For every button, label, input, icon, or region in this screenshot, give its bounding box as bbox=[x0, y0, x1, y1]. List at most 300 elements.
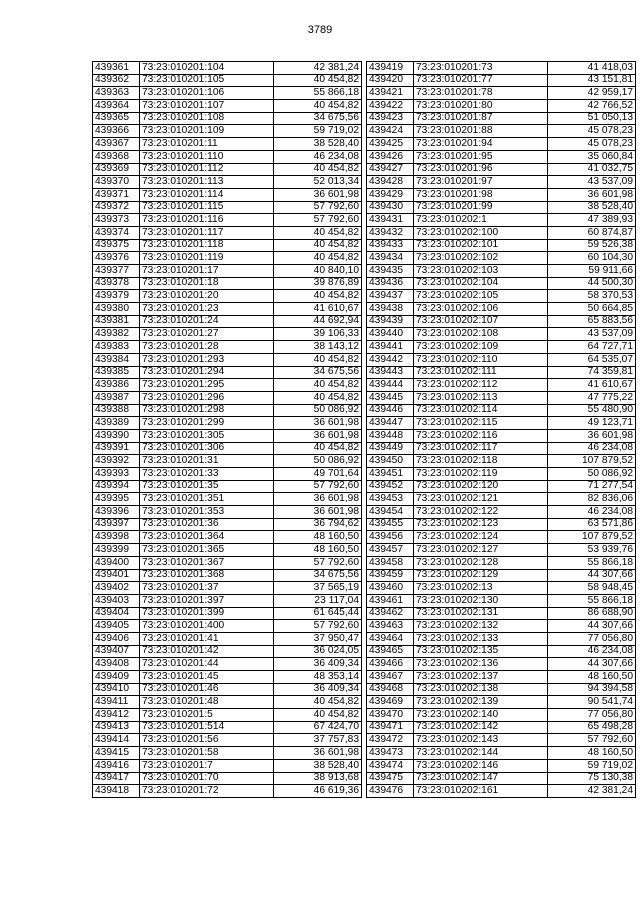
cadastral-number-cell: 73:23:010201:296 bbox=[140, 391, 274, 404]
row-id-cell: 439402 bbox=[93, 582, 140, 595]
table-row bbox=[367, 366, 636, 379]
table-row bbox=[93, 163, 362, 176]
table-row bbox=[367, 556, 636, 569]
value-cell: 42 381,24 bbox=[548, 785, 636, 798]
row-id-cell: 439383 bbox=[93, 341, 140, 354]
cadastral-number-cell: 73:23:010201:87 bbox=[414, 112, 548, 125]
cadastral-number-cell: 73:23:010202:100 bbox=[414, 226, 548, 239]
value-cell: 46 234,08 bbox=[548, 442, 636, 455]
value-cell: 67 424,70 bbox=[274, 721, 362, 734]
cadastral-number-cell: 73:23:010201:37 bbox=[140, 582, 274, 595]
table-row bbox=[367, 112, 636, 125]
value-cell: 50 086,92 bbox=[274, 404, 362, 417]
value-cell: 38 913,68 bbox=[274, 772, 362, 785]
value-cell: 37 950,47 bbox=[274, 632, 362, 645]
row-id-cell: 439394 bbox=[93, 480, 140, 493]
cadastral-number-cell: 73:23:010201:99 bbox=[414, 201, 548, 214]
table-row bbox=[93, 607, 362, 620]
cadastral-number-cell: 73:23:010202:115 bbox=[414, 417, 548, 430]
table-row bbox=[367, 379, 636, 392]
row-id-cell: 439375 bbox=[93, 239, 140, 252]
value-cell: 36 601,98 bbox=[548, 188, 636, 201]
row-id-cell: 439380 bbox=[93, 303, 140, 316]
value-cell: 40 454,82 bbox=[274, 379, 362, 392]
table-row bbox=[367, 265, 636, 278]
row-id-cell: 439448 bbox=[367, 429, 414, 442]
cadastral-number-cell: 73:23:010202:118 bbox=[414, 455, 548, 468]
value-cell: 38 528,40 bbox=[274, 138, 362, 151]
row-id-cell: 439437 bbox=[367, 290, 414, 303]
value-cell: 44 307,66 bbox=[548, 569, 636, 582]
row-id-cell: 439436 bbox=[367, 277, 414, 290]
row-id-cell: 439449 bbox=[367, 442, 414, 455]
value-cell: 49 701,64 bbox=[274, 468, 362, 481]
value-cell: 38 528,40 bbox=[274, 759, 362, 772]
table-row bbox=[93, 290, 362, 303]
value-cell: 57 792,60 bbox=[274, 201, 362, 214]
cadastral-number-cell: 73:23:010201:353 bbox=[140, 506, 274, 519]
table-row bbox=[93, 683, 362, 696]
table-row bbox=[367, 176, 636, 189]
cadastral-number-cell: 73:23:010202:119 bbox=[414, 468, 548, 481]
value-cell: 34 675,56 bbox=[274, 569, 362, 582]
value-cell: 86 688,90 bbox=[548, 607, 636, 620]
value-cell: 36 601,98 bbox=[274, 493, 362, 506]
row-id-cell: 439457 bbox=[367, 544, 414, 557]
table-row bbox=[93, 74, 362, 87]
cadastral-number-cell: 73:23:010202:140 bbox=[414, 709, 548, 722]
cadastral-number-cell: 73:23:010201:299 bbox=[140, 417, 274, 430]
row-id-cell: 439433 bbox=[367, 239, 414, 252]
table-row bbox=[93, 366, 362, 379]
cadastral-number-cell: 73:23:010201:110 bbox=[140, 150, 274, 163]
row-id-cell: 439390 bbox=[93, 429, 140, 442]
table-row bbox=[93, 671, 362, 684]
cadastral-number-cell: 73:23:010201:115 bbox=[140, 201, 274, 214]
row-id-cell: 439409 bbox=[93, 671, 140, 684]
row-id-cell: 439462 bbox=[367, 607, 414, 620]
cadastral-number-cell: 73:23:010202:101 bbox=[414, 239, 548, 252]
value-cell: 40 454,82 bbox=[274, 442, 362, 455]
cadastral-number-cell: 73:23:010201:109 bbox=[140, 125, 274, 138]
cadastral-number-cell: 73:23:010201:42 bbox=[140, 645, 274, 658]
table-row bbox=[367, 239, 636, 252]
row-id-cell: 439392 bbox=[93, 455, 140, 468]
table-row bbox=[367, 632, 636, 645]
value-cell: 41 032,75 bbox=[548, 163, 636, 176]
table-row bbox=[93, 468, 362, 481]
cadastral-number-cell: 73:23:010201:88 bbox=[414, 125, 548, 138]
cadastral-number-cell: 73:23:010201:107 bbox=[140, 100, 274, 113]
cadastral-number-cell: 73:23:010201:364 bbox=[140, 531, 274, 544]
table-row bbox=[93, 328, 362, 341]
cadastral-number-cell: 73:23:010202:129 bbox=[414, 569, 548, 582]
row-id-cell: 439471 bbox=[367, 721, 414, 734]
table-row bbox=[367, 341, 636, 354]
table-row bbox=[367, 74, 636, 87]
value-cell: 55 866,18 bbox=[548, 556, 636, 569]
value-cell: 50 664,85 bbox=[548, 303, 636, 316]
row-id-cell: 439456 bbox=[367, 531, 414, 544]
row-id-cell: 439417 bbox=[93, 772, 140, 785]
value-cell: 36 409,34 bbox=[274, 658, 362, 671]
cadastral-number-cell: 73:23:010201:45 bbox=[140, 671, 274, 684]
value-cell: 41 610,67 bbox=[548, 379, 636, 392]
value-cell: 82 836,06 bbox=[548, 493, 636, 506]
cadastral-number-cell: 73:23:010201:17 bbox=[140, 265, 274, 278]
row-id-cell: 439420 bbox=[367, 74, 414, 87]
table-row bbox=[93, 277, 362, 290]
value-cell: 107 879,52 bbox=[548, 531, 636, 544]
value-cell: 36 601,98 bbox=[274, 506, 362, 519]
row-id-cell: 439425 bbox=[367, 138, 414, 151]
value-cell: 59 911,66 bbox=[548, 265, 636, 278]
row-id-cell: 439473 bbox=[367, 747, 414, 760]
row-id-cell: 439468 bbox=[367, 683, 414, 696]
table-row bbox=[93, 620, 362, 633]
cadastral-number-cell: 73:23:010202:111 bbox=[414, 366, 548, 379]
table-row bbox=[93, 455, 362, 468]
table-row bbox=[367, 303, 636, 316]
value-cell: 74 359,81 bbox=[548, 366, 636, 379]
value-cell: 60 104,30 bbox=[548, 252, 636, 265]
cadastral-number-cell: 73:23:010201:114 bbox=[140, 188, 274, 201]
table-row bbox=[367, 252, 636, 265]
table-row bbox=[93, 353, 362, 366]
cadastral-number-cell: 73:23:010201:113 bbox=[140, 176, 274, 189]
cadastral-number-cell: 73:23:010202:144 bbox=[414, 747, 548, 760]
table-row bbox=[93, 759, 362, 772]
row-id-cell: 439440 bbox=[367, 328, 414, 341]
table-row bbox=[367, 404, 636, 417]
value-cell: 39 106,33 bbox=[274, 328, 362, 341]
cadastral-number-cell: 73:23:010202:147 bbox=[414, 772, 548, 785]
row-id-cell: 439370 bbox=[93, 176, 140, 189]
row-id-cell: 439365 bbox=[93, 112, 140, 125]
row-id-cell: 439414 bbox=[93, 734, 140, 747]
cadastral-number-cell: 73:23:010201:293 bbox=[140, 353, 274, 366]
value-cell: 50 086,92 bbox=[274, 455, 362, 468]
table-row bbox=[367, 226, 636, 239]
row-id-cell: 439470 bbox=[367, 709, 414, 722]
cadastral-number-cell: 73:23:010201:397 bbox=[140, 594, 274, 607]
cadastral-number-cell: 73:23:010201:48 bbox=[140, 696, 274, 709]
value-cell: 42 959,17 bbox=[548, 87, 636, 100]
row-id-cell: 439464 bbox=[367, 632, 414, 645]
value-cell: 44 500,30 bbox=[548, 277, 636, 290]
table-row bbox=[93, 100, 362, 113]
row-id-cell: 439438 bbox=[367, 303, 414, 316]
cadastral-number-cell: 73:23:010202:161 bbox=[414, 785, 548, 798]
row-id-cell: 439474 bbox=[367, 759, 414, 772]
row-id-cell: 439453 bbox=[367, 493, 414, 506]
cadastral-number-cell: 73:23:010201:5 bbox=[140, 709, 274, 722]
value-cell: 36 601,98 bbox=[548, 429, 636, 442]
table-row bbox=[367, 747, 636, 760]
table-row bbox=[367, 759, 636, 772]
cadastral-number-cell: 73:23:010201:367 bbox=[140, 556, 274, 569]
cadastral-number-cell: 73:23:010201:72 bbox=[140, 785, 274, 798]
table-row bbox=[367, 417, 636, 430]
table-row bbox=[367, 353, 636, 366]
cadastral-number-cell: 73:23:010202:136 bbox=[414, 658, 548, 671]
value-cell: 47 775,22 bbox=[548, 391, 636, 404]
table-row bbox=[93, 632, 362, 645]
table-row bbox=[93, 226, 362, 239]
cadastral-number-cell: 73:23:010202:139 bbox=[414, 696, 548, 709]
value-cell: 94 394,58 bbox=[548, 683, 636, 696]
row-id-cell: 439415 bbox=[93, 747, 140, 760]
table-row bbox=[93, 556, 362, 569]
value-cell: 57 792,60 bbox=[274, 620, 362, 633]
table-row bbox=[93, 404, 362, 417]
table-row bbox=[367, 645, 636, 658]
row-id-cell: 439379 bbox=[93, 290, 140, 303]
cadastral-number-cell: 73:23:010201:116 bbox=[140, 214, 274, 227]
table-row bbox=[93, 493, 362, 506]
row-id-cell: 439435 bbox=[367, 265, 414, 278]
value-cell: 64 727,71 bbox=[548, 341, 636, 354]
row-id-cell: 439447 bbox=[367, 417, 414, 430]
value-cell: 46 619,36 bbox=[274, 785, 362, 798]
value-cell: 107 879,52 bbox=[548, 455, 636, 468]
row-id-cell: 439475 bbox=[367, 772, 414, 785]
row-id-cell: 439422 bbox=[367, 100, 414, 113]
cadastral-number-cell: 73:23:010201:108 bbox=[140, 112, 274, 125]
table-row bbox=[93, 315, 362, 328]
row-id-cell: 439413 bbox=[93, 721, 140, 734]
row-id-cell: 439465 bbox=[367, 645, 414, 658]
value-cell: 65 498,28 bbox=[548, 721, 636, 734]
value-cell: 39 876,89 bbox=[274, 277, 362, 290]
cadastral-number-cell: 73:23:010202:143 bbox=[414, 734, 548, 747]
cadastral-number-cell: 73:23:010201:46 bbox=[140, 683, 274, 696]
row-id-cell: 439458 bbox=[367, 556, 414, 569]
row-id-cell: 439427 bbox=[367, 163, 414, 176]
cadastral-number-cell: 73:23:010202:137 bbox=[414, 671, 548, 684]
cadastral-number-cell: 73:23:010201:104 bbox=[140, 62, 274, 75]
value-cell: 48 353,14 bbox=[274, 671, 362, 684]
table-row bbox=[367, 582, 636, 595]
cadastral-number-cell: 73:23:010202:123 bbox=[414, 518, 548, 531]
table-row bbox=[367, 442, 636, 455]
cadastral-number-cell: 73:23:010202:122 bbox=[414, 506, 548, 519]
cadastral-number-cell: 73:23:010201:305 bbox=[140, 429, 274, 442]
row-id-cell: 439467 bbox=[367, 671, 414, 684]
table-row bbox=[367, 391, 636, 404]
table-row bbox=[367, 683, 636, 696]
table-row bbox=[93, 138, 362, 151]
table-row bbox=[367, 734, 636, 747]
table-row bbox=[93, 429, 362, 442]
table-row bbox=[93, 341, 362, 354]
row-id-cell: 439469 bbox=[367, 696, 414, 709]
value-cell: 42 766,52 bbox=[548, 100, 636, 113]
value-cell: 43 151,81 bbox=[548, 74, 636, 87]
table-row bbox=[367, 87, 636, 100]
table-row bbox=[93, 747, 362, 760]
cadastral-number-cell: 73:23:010201:119 bbox=[140, 252, 274, 265]
table-row bbox=[93, 150, 362, 163]
cadastral-number-cell: 73:23:010201:295 bbox=[140, 379, 274, 392]
row-id-cell: 439451 bbox=[367, 468, 414, 481]
value-cell: 75 130,38 bbox=[548, 772, 636, 785]
value-cell: 36 601,98 bbox=[274, 429, 362, 442]
row-id-cell: 439466 bbox=[367, 658, 414, 671]
value-cell: 59 719,02 bbox=[274, 125, 362, 138]
cadastral-number-cell: 73:23:010201:24 bbox=[140, 315, 274, 328]
row-id-cell: 439399 bbox=[93, 544, 140, 557]
table-row bbox=[367, 785, 636, 798]
row-id-cell: 439405 bbox=[93, 620, 140, 633]
value-cell: 63 571,86 bbox=[548, 518, 636, 531]
table-row bbox=[93, 201, 362, 214]
value-cell: 40 454,82 bbox=[274, 696, 362, 709]
value-cell: 38 143,12 bbox=[274, 341, 362, 354]
table-row bbox=[93, 785, 362, 798]
table-row bbox=[367, 468, 636, 481]
left-table-body bbox=[93, 62, 362, 798]
row-id-cell: 439372 bbox=[93, 201, 140, 214]
row-id-cell: 439395 bbox=[93, 493, 140, 506]
cadastral-number-cell: 73:23:010202:104 bbox=[414, 277, 548, 290]
cadastral-number-cell: 73:23:010201:36 bbox=[140, 518, 274, 531]
value-cell: 40 454,82 bbox=[274, 239, 362, 252]
cadastral-number-cell: 73:23:010202:146 bbox=[414, 759, 548, 772]
cadastral-number-cell: 73:23:010202:114 bbox=[414, 404, 548, 417]
row-id-cell: 439389 bbox=[93, 417, 140, 430]
value-cell: 40 454,82 bbox=[274, 290, 362, 303]
row-id-cell: 439400 bbox=[93, 556, 140, 569]
cadastral-number-cell: 73:23:010201:18 bbox=[140, 277, 274, 290]
cadastral-number-cell: 73:23:010202:133 bbox=[414, 632, 548, 645]
row-id-cell: 439384 bbox=[93, 353, 140, 366]
row-id-cell: 439411 bbox=[93, 696, 140, 709]
row-id-cell: 439381 bbox=[93, 315, 140, 328]
table-row bbox=[367, 100, 636, 113]
table-row bbox=[367, 62, 636, 75]
value-cell: 58 370,53 bbox=[548, 290, 636, 303]
table-row bbox=[93, 176, 362, 189]
cadastral-number-cell: 73:23:010201:20 bbox=[140, 290, 274, 303]
table-row bbox=[93, 379, 362, 392]
row-id-cell: 439423 bbox=[367, 112, 414, 125]
table-row bbox=[93, 506, 362, 519]
table-row bbox=[367, 696, 636, 709]
row-id-cell: 439403 bbox=[93, 594, 140, 607]
cadastral-number-cell: 73:23:010201:44 bbox=[140, 658, 274, 671]
value-cell: 55 866,18 bbox=[548, 594, 636, 607]
cadastral-number-cell: 73:23:010201:106 bbox=[140, 87, 274, 100]
value-cell: 23 117,04 bbox=[274, 594, 362, 607]
row-id-cell: 439368 bbox=[93, 150, 140, 163]
table-row bbox=[93, 480, 362, 493]
cadastral-number-cell: 73:23:010201:80 bbox=[414, 100, 548, 113]
value-cell: 40 454,82 bbox=[274, 391, 362, 404]
table-row bbox=[367, 315, 636, 328]
row-id-cell: 439431 bbox=[367, 214, 414, 227]
table-row bbox=[367, 493, 636, 506]
value-cell: 37 565,19 bbox=[274, 582, 362, 595]
table-row bbox=[367, 569, 636, 582]
row-id-cell: 439426 bbox=[367, 150, 414, 163]
cadastral-number-cell: 73:23:010201:514 bbox=[140, 721, 274, 734]
row-id-cell: 439373 bbox=[93, 214, 140, 227]
row-id-cell: 439463 bbox=[367, 620, 414, 633]
row-id-cell: 439367 bbox=[93, 138, 140, 151]
cadastral-number-cell: 73:23:010202:142 bbox=[414, 721, 548, 734]
row-id-cell: 439378 bbox=[93, 277, 140, 290]
cadastral-number-cell: 73:23:010201:78 bbox=[414, 87, 548, 100]
table-row bbox=[367, 518, 636, 531]
cadastral-number-cell: 73:23:010202:13 bbox=[414, 582, 548, 595]
cadastral-number-cell: 73:23:010202:105 bbox=[414, 290, 548, 303]
table-row bbox=[367, 188, 636, 201]
row-id-cell: 439450 bbox=[367, 455, 414, 468]
row-id-cell: 439432 bbox=[367, 226, 414, 239]
cadastral-number-cell: 73:23:010201:35 bbox=[140, 480, 274, 493]
row-id-cell: 439476 bbox=[367, 785, 414, 798]
value-cell: 44 307,66 bbox=[548, 620, 636, 633]
cadastral-number-cell: 73:23:010202:106 bbox=[414, 303, 548, 316]
value-cell: 71 277,54 bbox=[548, 480, 636, 493]
page-number: 3789 bbox=[307, 24, 333, 36]
row-id-cell: 439386 bbox=[93, 379, 140, 392]
table-row bbox=[93, 709, 362, 722]
cadastral-number-cell: 73:23:010201:294 bbox=[140, 366, 274, 379]
row-id-cell: 439377 bbox=[93, 265, 140, 278]
value-cell: 34 675,56 bbox=[274, 366, 362, 379]
table-row bbox=[367, 429, 636, 442]
row-id-cell: 439443 bbox=[367, 366, 414, 379]
value-cell: 40 454,82 bbox=[274, 709, 362, 722]
cadastral-number-cell: 73:23:010202:108 bbox=[414, 328, 548, 341]
row-id-cell: 439361 bbox=[93, 62, 140, 75]
value-cell: 36 409,34 bbox=[274, 683, 362, 696]
table-row bbox=[367, 455, 636, 468]
table-row bbox=[93, 772, 362, 785]
row-id-cell: 439382 bbox=[93, 328, 140, 341]
table-row bbox=[93, 265, 362, 278]
value-cell: 90 541,74 bbox=[548, 696, 636, 709]
value-cell: 40 454,82 bbox=[274, 74, 362, 87]
cadastral-number-cell: 73:23:010201:117 bbox=[140, 226, 274, 239]
value-cell: 40 454,82 bbox=[274, 163, 362, 176]
value-cell: 40 840,10 bbox=[274, 265, 362, 278]
table-row bbox=[367, 480, 636, 493]
table-row bbox=[367, 506, 636, 519]
cadastral-number-cell: 73:23:010201:112 bbox=[140, 163, 274, 176]
cadastral-number-cell: 73:23:010201:98 bbox=[414, 188, 548, 201]
table-row bbox=[367, 607, 636, 620]
table-row bbox=[93, 658, 362, 671]
table-row bbox=[367, 163, 636, 176]
value-cell: 48 160,50 bbox=[548, 747, 636, 760]
table-row bbox=[93, 125, 362, 138]
table-row bbox=[93, 62, 362, 75]
row-id-cell: 439396 bbox=[93, 506, 140, 519]
value-cell: 60 874,87 bbox=[548, 226, 636, 239]
row-id-cell: 439424 bbox=[367, 125, 414, 138]
table-row bbox=[367, 544, 636, 557]
table-row bbox=[93, 391, 362, 404]
value-cell: 41 418,03 bbox=[548, 62, 636, 75]
value-cell: 57 792,60 bbox=[548, 734, 636, 747]
cadastral-number-cell: 73:23:010202:103 bbox=[414, 265, 548, 278]
cadastral-number-cell: 73:23:010201:96 bbox=[414, 163, 548, 176]
table-row bbox=[367, 671, 636, 684]
value-cell: 38 528,40 bbox=[548, 201, 636, 214]
